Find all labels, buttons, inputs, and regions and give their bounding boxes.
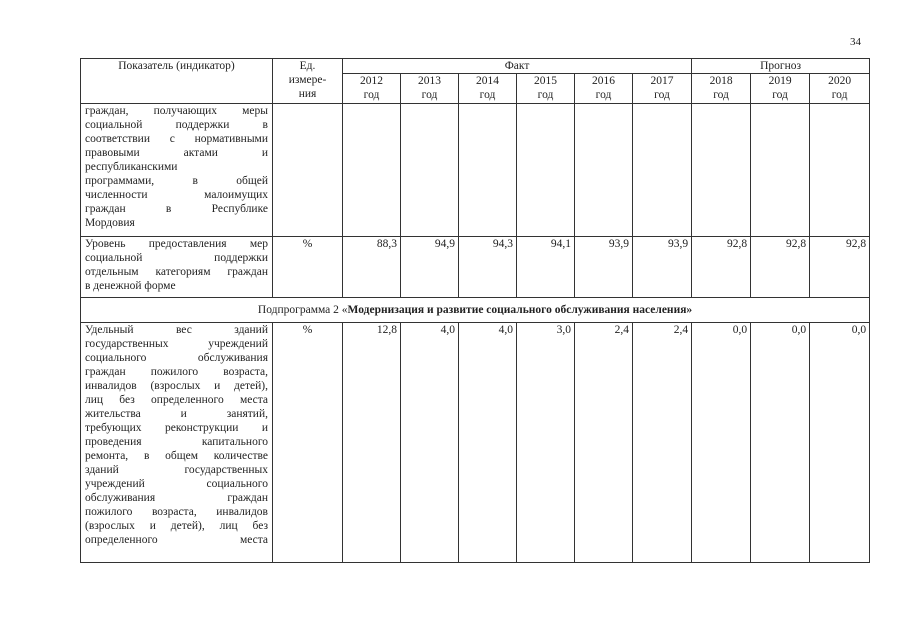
- value-cell: 94,1: [517, 237, 575, 298]
- table-row: [81, 104, 870, 237]
- unit-cell: %: [273, 323, 343, 563]
- value-cell: 0,0: [751, 323, 810, 563]
- value-cell: [751, 104, 810, 237]
- indicator-line: численности малоимущих: [85, 189, 268, 201]
- value-cell: 92,8: [751, 237, 810, 298]
- indicator-line: соответствии с нормативными: [85, 133, 268, 145]
- indicator-line: зданий государственных: [85, 464, 268, 476]
- year-label: 2014: [476, 75, 499, 87]
- indicator-line: социальной поддержки: [85, 252, 268, 264]
- header-unit: [273, 59, 343, 104]
- indicator-line: граждан пожилого возраста,: [85, 366, 268, 378]
- indicator-line: требующих реконструкции и: [85, 422, 268, 434]
- indicator-line: программами, в общей: [85, 175, 268, 187]
- indicator-line: республиканскими: [85, 161, 178, 173]
- value-cell: 0,0: [810, 323, 870, 563]
- value-cell: 88,3: [343, 237, 401, 298]
- year-word: год: [713, 89, 729, 101]
- value-cell: 0,0: [692, 323, 751, 563]
- indicators-table: [80, 58, 870, 563]
- unit-cell: [273, 104, 343, 237]
- value-cell: [692, 104, 751, 237]
- indicator-line: лиц без определенного места: [85, 394, 268, 406]
- indicator-line: определенного места: [85, 534, 268, 546]
- value-cell: [633, 104, 692, 237]
- year-label: 2018: [709, 75, 733, 87]
- subprogram-suffix: »: [686, 304, 693, 316]
- header-year-2016: [575, 74, 633, 104]
- indicator-line: инвалидов (взрослых и детей),: [85, 380, 268, 392]
- subprogram-title: Модернизация и развитие социального обслуживания населения: [347, 304, 687, 316]
- value-cell: 92,8: [810, 237, 870, 298]
- year-word: год: [831, 89, 848, 101]
- header-year-2017: [633, 74, 692, 104]
- value-cell: 3,0: [517, 323, 575, 563]
- year-label: 2013: [418, 75, 441, 87]
- year-word: год: [479, 89, 496, 101]
- header-unit-line: измере-: [288, 74, 327, 86]
- indicator-line: правовыми актами и: [85, 147, 268, 159]
- indicator-line: ремонта, в общем количестве: [85, 450, 268, 462]
- header-year-2019: [751, 74, 810, 104]
- unit-cell: %: [273, 237, 343, 298]
- year-label: 2016: [592, 75, 615, 87]
- indicator-line: проведения капитального: [85, 436, 268, 448]
- header-unit-line: Ед.: [299, 60, 316, 72]
- value-cell: 94,9: [401, 237, 459, 298]
- value-cell: [517, 104, 575, 237]
- value-cell: [459, 104, 517, 237]
- year-word: год: [654, 89, 670, 101]
- subprogram-prefix: Подпрограмма 2 «: [257, 304, 348, 316]
- indicator-line: в денежной форме: [85, 280, 176, 292]
- year-label: 2012: [360, 75, 383, 87]
- indicator-cell: [81, 104, 273, 237]
- year-word: год: [421, 89, 438, 101]
- indicator-line: Уровень предоставления мер: [85, 238, 268, 250]
- header-forecast: Прогноз: [692, 59, 870, 74]
- year-label: 2019: [768, 75, 792, 87]
- year-label: 2015: [534, 75, 557, 87]
- header-unit-line: ния: [298, 88, 317, 100]
- page-number: 34: [850, 36, 861, 48]
- indicator-line: пожилого возраста, инвалидов: [85, 506, 268, 518]
- indicator-line: граждан в Республике: [85, 203, 268, 215]
- indicator-line: социального обслуживания: [85, 352, 268, 364]
- indicator-line: Удельный вес зданий: [85, 324, 268, 336]
- header-indicator: Показатель (индикатор): [81, 59, 273, 104]
- table-row: [81, 237, 870, 298]
- table-row: [81, 323, 870, 563]
- value-cell: [401, 104, 459, 237]
- header-year-2020: [810, 74, 870, 104]
- year-word: год: [363, 89, 380, 101]
- indicator-line: обслуживания граждан: [85, 492, 268, 504]
- indicator-line: социальной поддержки в: [85, 119, 268, 131]
- indicator-cell: [81, 323, 273, 563]
- year-label: 2020: [828, 75, 852, 87]
- header-year-2014: [459, 74, 517, 104]
- value-cell: 4,0: [401, 323, 459, 563]
- header-year-2013: [401, 74, 459, 104]
- header-year-2018: [692, 74, 751, 104]
- value-cell: [810, 104, 870, 237]
- indicator-line: граждан, получающих меры: [85, 105, 268, 117]
- year-label: 2017: [650, 75, 674, 87]
- indicator-line: государственных учреждений: [85, 338, 268, 350]
- value-cell: 4,0: [459, 323, 517, 563]
- subprogram-heading: [81, 298, 870, 323]
- value-cell: [343, 104, 401, 237]
- indicator-line: Мордовия: [85, 217, 135, 229]
- value-cell: 2,4: [575, 323, 633, 563]
- header-fact: Факт: [343, 59, 692, 74]
- year-word: год: [537, 89, 554, 101]
- subprogram-row: [81, 298, 870, 323]
- value-cell: [575, 104, 633, 237]
- indicator-line: (взрослых и детей), лиц без: [85, 520, 268, 532]
- value-cell: 94,3: [459, 237, 517, 298]
- year-word: год: [772, 89, 788, 101]
- year-word: год: [595, 89, 612, 101]
- indicator-line: учреждений социального: [85, 478, 268, 490]
- value-cell: 93,9: [633, 237, 692, 298]
- value-cell: 92,8: [692, 237, 751, 298]
- value-cell: 2,4: [633, 323, 692, 563]
- value-cell: 93,9: [575, 237, 633, 298]
- indicator-cell: [81, 237, 273, 298]
- indicator-line: жительства и занятий,: [85, 408, 268, 420]
- header-year-2015: [517, 74, 575, 104]
- value-cell: 12,8: [343, 323, 401, 563]
- header-year-2012: [343, 74, 401, 104]
- indicator-line: отдельным категориям граждан: [85, 266, 268, 278]
